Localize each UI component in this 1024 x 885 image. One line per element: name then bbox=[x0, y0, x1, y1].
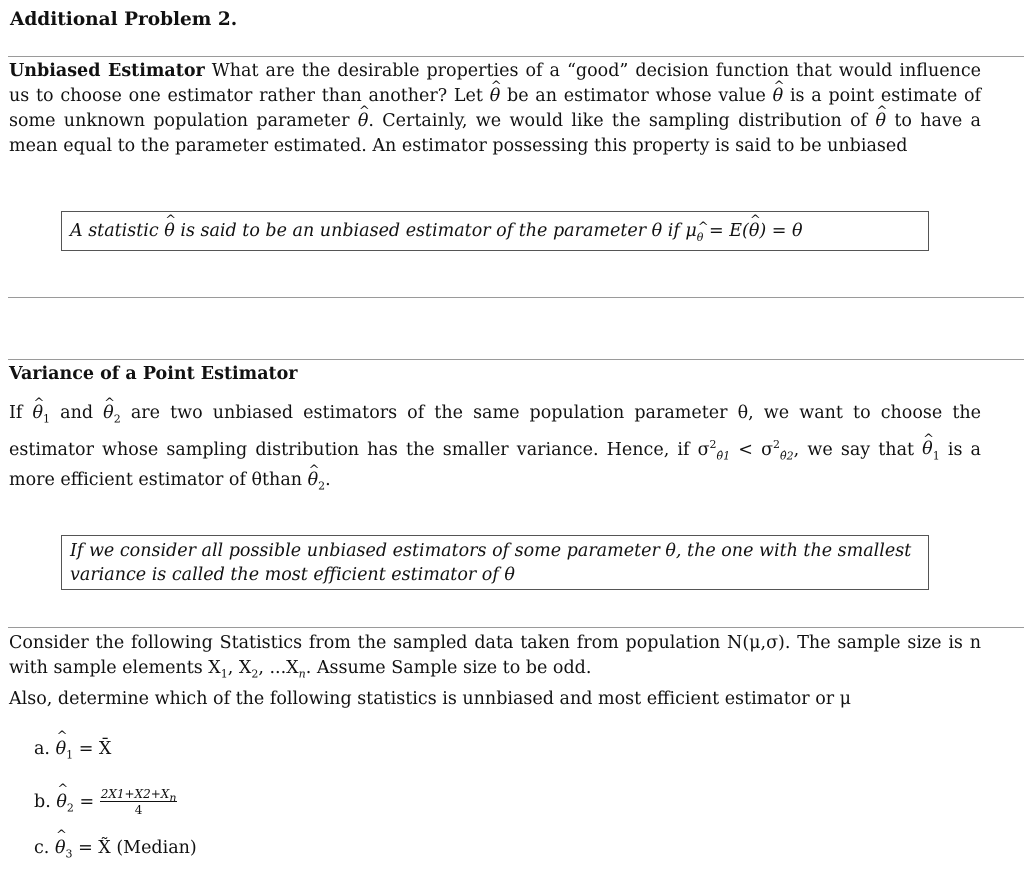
theta-hat: ^ θ bbox=[33, 401, 44, 426]
theta-hat: ^ θ bbox=[308, 468, 319, 493]
variance-text: . bbox=[325, 469, 331, 490]
unbiased-text: to have a mean equal to the parameter estimated. An estimator possessing this property is said to be unbiased bbox=[9, 111, 981, 156]
unbiased-heading: Unbiased Estimator bbox=[9, 61, 205, 81]
variance-text: and bbox=[50, 403, 104, 423]
theta-hat: ^ θ bbox=[55, 838, 66, 858]
theta-hat: ^ θ bbox=[875, 109, 886, 134]
variance-heading: Variance of a Point Estimator bbox=[9, 364, 298, 384]
question-text: Consider the following Statistics from the sampled data taken from population N(μ,σ). The sample size is n with sample elements X bbox=[9, 633, 981, 678]
divider bbox=[8, 359, 1024, 360]
variance-text: is a more efficient estimator of θthan bbox=[9, 439, 981, 490]
theta-hat: ^ θ bbox=[358, 109, 369, 134]
fraction-denominator: 4 bbox=[134, 803, 143, 818]
variance-text: If bbox=[9, 403, 33, 423]
option-a: a. ^ $\theta_1$ = X̄ bbox=[34, 739, 111, 762]
question-text: Also, determine which of the following statistics is unnbiased and most efficient estimator or μ bbox=[9, 688, 852, 709]
unbiased-text: is a point estimate of some unknown population parameter bbox=[9, 86, 982, 131]
theta-hat: ^ θ bbox=[56, 792, 67, 812]
variance-text: , we say that bbox=[793, 439, 923, 460]
definition-text: is said to be an unbiased estimator of the parameter θ if μ bbox=[174, 221, 697, 241]
unbiased-text: . Certainly, we would like the sampling distribution of bbox=[368, 111, 876, 131]
divider bbox=[8, 627, 1024, 628]
theta-hat: ^ θ bbox=[773, 84, 784, 109]
unbiased-text: be an estimator whose value bbox=[500, 86, 773, 106]
option-expression: = X̄ bbox=[78, 739, 112, 759]
variance-paragraph: If ^ $\theta_1$ and ^ $\theta_2$ are two unbiased estimators of the same population parameter θ, we want to choose the estimator whose sampling distribution has the smaller variance. Hence, if $\sigma^2_{\thetâ1} < \sigma^2_{\thetâ2}$, we say that ^ $\theta_1$ is a more efficient estimator of θthan ^ $\theta_2$. bbox=[9, 401, 981, 498]
question-text: , ...X bbox=[258, 658, 299, 678]
theta-hat: ^ θ bbox=[103, 401, 114, 426]
option-label: a. bbox=[34, 739, 50, 759]
variance-text: < σ bbox=[730, 439, 774, 460]
definition-text: = E( bbox=[703, 221, 749, 241]
option-b: b. ^ $\theta_2 = \frac{2X1+X2+X_n}{4}$ bbox=[34, 788, 177, 817]
divider bbox=[8, 56, 1024, 57]
theta-hat: ^ $_\theta$ bbox=[697, 226, 704, 250]
divider bbox=[8, 297, 1024, 298]
option-expression: = X̃ (Median) bbox=[78, 838, 197, 858]
unbiased-text: What are the desirable properties of a “good” decision function that would influence us to choose one estimator rather than another? Let bbox=[9, 61, 982, 106]
definition-text: A statistic bbox=[70, 221, 165, 241]
theta-hat: ^ θ bbox=[749, 219, 760, 243]
question-text: , X bbox=[227, 658, 252, 678]
option-label: c. bbox=[34, 838, 50, 858]
page-title: Additional Problem 2. bbox=[10, 9, 238, 30]
option-label: b. bbox=[34, 792, 51, 813]
unbiased-paragraph bbox=[9, 59, 981, 159]
unbiased-definition-box bbox=[61, 211, 929, 251]
option-c: c. ^ $\theta_3$ = X̃ (Median) bbox=[34, 838, 197, 861]
question-paragraph: Consider the following Statistics from the sampled data taken from population N(μ,σ). The sample size is n with sample elements $X_1$, $X_2$, $...X_n$. Assume Sample size to be odd. Also, determine which of the following statistics is unnbiased and most efficient estimator or μ bbox=[9, 633, 981, 709]
question-text: . Assume Sample size to be odd. bbox=[305, 658, 592, 678]
theta-hat: ^ θ bbox=[56, 739, 67, 759]
fraction-subscript: n bbox=[169, 791, 177, 805]
definition-text: ) = θ bbox=[759, 221, 803, 241]
theta-hat: ^ θ bbox=[922, 437, 933, 462]
option-fraction bbox=[100, 788, 178, 817]
fraction-numerator: 2X1+X2+X bbox=[100, 787, 170, 801]
theta-hat: ^ θ bbox=[164, 219, 175, 243]
variance-text: are two unbiased estimators of the same population parameter θ, we want to choose the estimator whose sampling distribution has the smaller variance. Hence, if σ bbox=[9, 403, 981, 460]
theta-hat: ^ θ bbox=[490, 84, 501, 109]
efficiency-definition-box: If we consider all possible unbiased estimators of some parameter θ, the one with the smallest variance is called the most efficient estimator of θ bbox=[61, 535, 929, 590]
